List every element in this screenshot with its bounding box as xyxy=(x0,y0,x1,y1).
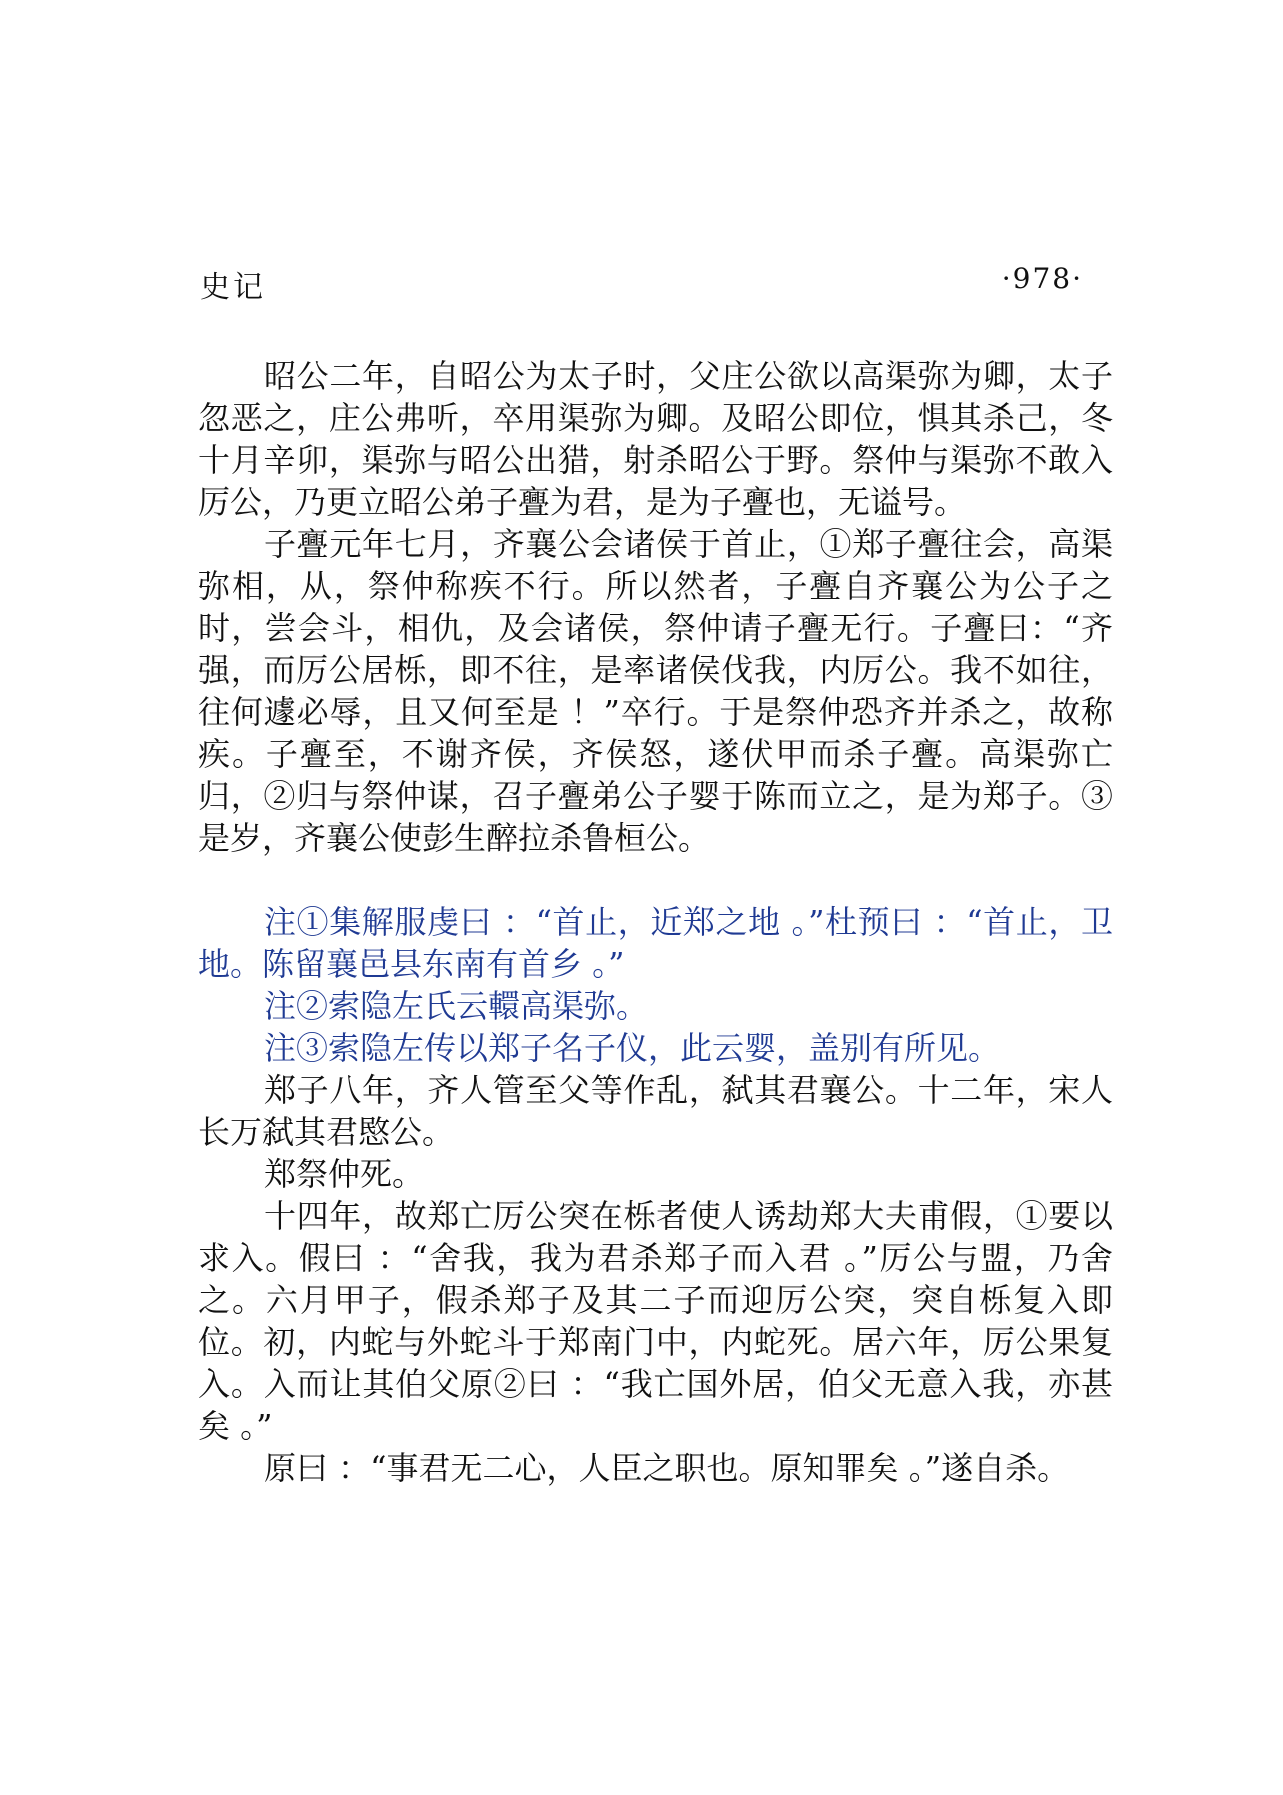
spacer xyxy=(198,859,1113,901)
footnote: 注①集解服虔曰 ：“首止，近郑之地 。”杜预曰 ：“首止，卫地。陈留襄邑县东南有首乡 。” xyxy=(198,903,1113,983)
page-number: ·978· xyxy=(1001,262,1083,295)
page-body xyxy=(198,355,1113,1489)
page-header xyxy=(200,262,1083,305)
footnote: 注③索隐左传以郑子名子仪，此云婴，盖别有所见。 xyxy=(264,1029,1001,1067)
paragraph: 昭公二年，自昭公为太子时，父庄公欲以高渠弥为卿，太子忽恶之，庄公弗听，卒用渠弥为卿。及昭公即位，惧其杀己，冬十月辛卯，渠弥与昭公出猎，射杀昭公于野。祭仲与渠弥不敢入厉公，乃更立昭公弟子亹为君，是为子亹也，无谥号。 xyxy=(198,357,1113,521)
paragraph: 郑子八年，齐人管至父等作乱，弑其君襄公。十二年，宋人长万弑其君愍公。 xyxy=(198,1071,1113,1151)
paragraph: 十四年，故郑亡厉公突在栎者使人诱劫郑大夫甫假，①要以求入。假曰 ：“舍我，我为君杀郑子而入君 。”厉公与盟，乃舍之。六月甲子，假杀郑子及其二子而迎厉公突，突自栎复入即位。初，内蛇与外蛇斗于郑南门中，内蛇死。居六年，厉公果复入。入而让其伯父原②曰 ：“我亡国外居，伯父无意入我，亦甚矣 。” xyxy=(198,1197,1113,1445)
paragraph: 原曰 ：“事君无二心，人臣之职也。原知罪矣 。”遂自杀。 xyxy=(264,1449,1070,1487)
paragraph: 郑祭仲死。 xyxy=(264,1155,425,1193)
book-title: 史记 xyxy=(200,270,266,305)
footnote: 注②索隐左氏云轘高渠弥。 xyxy=(264,987,649,1025)
paragraph: 子亹元年七月，齐襄公会诸侯于首止，①郑子亹往会，高渠弥相，从，祭仲称疾不行。所以然者，子亹自齐襄公为公子之时，尝会斗，相仇，及会诸侯，祭仲请子亹无行。子亹曰：“齐强，而厉公居栎，即不往，是率诸侯伐我，内厉公。我不如往，往何遽必辱，且又何至是 ！”卒行。于是祭仲恐齐并杀之，故称疾。子亹至，不谢齐侯，齐侯怒，遂伏甲而杀子亹。高渠弥亡归，②归与祭仲谋，召子亹弟公子婴于陈而立之，是为郑子。③是岁，齐襄公使彭生醉拉杀鲁桓公。 xyxy=(198,525,1113,857)
